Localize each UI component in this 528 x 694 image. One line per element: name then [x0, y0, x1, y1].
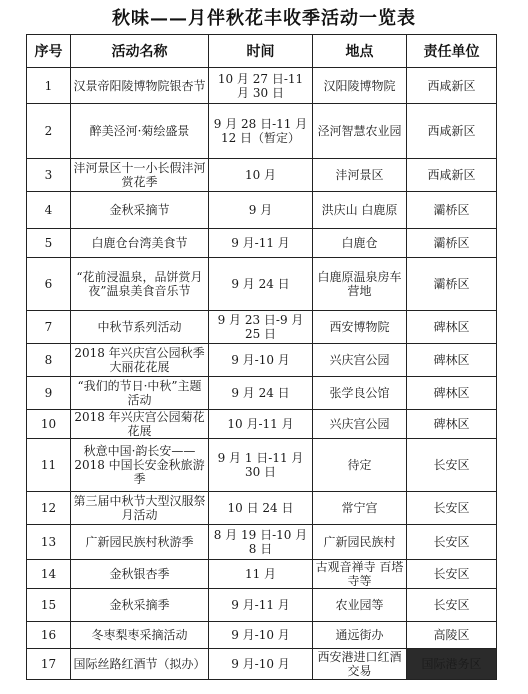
cell-unit: 碑林区	[407, 377, 497, 410]
cell-activity-name: 金秋采摘节	[71, 192, 209, 229]
table-row	[27, 525, 497, 560]
table-row	[27, 258, 497, 311]
cell-time: 11 月	[209, 560, 313, 589]
cell-seq: 14	[27, 560, 71, 589]
header-time: 时间	[209, 35, 313, 68]
cell-seq: 16	[27, 622, 71, 649]
table-row	[27, 104, 497, 159]
cell-time: 9 月 23 日-9 月 25 日	[209, 311, 313, 344]
cell-time: 9 月	[209, 192, 313, 229]
cell-unit: 西咸新区	[407, 68, 497, 104]
cell-seq: 12	[27, 492, 71, 525]
cell-time: 9 月 1 日-11 月 30 日	[209, 439, 313, 492]
cell-activity-name: 第三届中秋节大型汉服祭月活动	[71, 492, 209, 525]
cell-seq: 1	[27, 68, 71, 104]
cell-unit: 长安区	[407, 525, 497, 560]
cell-place: 沣河景区	[313, 159, 407, 192]
cell-seq: 15	[27, 589, 71, 622]
cell-place: 常宁宫	[313, 492, 407, 525]
cell-time: 9 月-11 月	[209, 229, 313, 258]
cell-place: 兴庆宫公园	[313, 410, 407, 439]
cell-activity-name: 汉景帝阳陵博物院银杏节	[71, 68, 209, 104]
table-header-row	[27, 35, 497, 68]
cell-time: 9 月-10 月	[209, 622, 313, 649]
table-row	[27, 311, 497, 344]
cell-activity-name: 秋意中国·韵长安——2018 中国长安金秋旅游季	[71, 439, 209, 492]
cell-activity-name: 2018 年兴庆宫公园秋季大丽花花展	[71, 344, 209, 377]
cell-unit: 碑林区	[407, 410, 497, 439]
cell-activity-name: 2018 年兴庆宫公园菊花花展	[71, 410, 209, 439]
table-row	[27, 589, 497, 622]
cell-time: 10 月	[209, 159, 313, 192]
table-row	[27, 410, 497, 439]
cell-seq: 8	[27, 344, 71, 377]
cell-unit: 国际港务区	[407, 649, 497, 680]
cell-unit: 碑林区	[407, 344, 497, 377]
cell-unit: 长安区	[407, 492, 497, 525]
cell-time: 10 月 27 日-11 月 30 日	[209, 68, 313, 104]
cell-place: 白鹿原温泉房车营地	[313, 258, 407, 311]
cell-seq: 10	[27, 410, 71, 439]
cell-unit: 灞桥区	[407, 192, 497, 229]
cell-time: 10 月-11 月	[209, 410, 313, 439]
cell-time: 9 月 24 日	[209, 377, 313, 410]
activity-table	[26, 34, 497, 680]
cell-time: 10 日 24 日	[209, 492, 313, 525]
cell-unit: 西咸新区	[407, 159, 497, 192]
table-row	[27, 492, 497, 525]
table-row	[27, 68, 497, 104]
cell-activity-name: “花前浸温泉，品饼赏月夜”温泉美食音乐节	[71, 258, 209, 311]
cell-activity-name: 金秋银杏季	[71, 560, 209, 589]
cell-place: 洪庆山 白鹿原	[313, 192, 407, 229]
table-row	[27, 649, 497, 680]
cell-time: 9 月-10 月	[209, 344, 313, 377]
cell-seq: 6	[27, 258, 71, 311]
cell-place: 张学良公馆	[313, 377, 407, 410]
table-row	[27, 622, 497, 649]
cell-place: 广新园民族村	[313, 525, 407, 560]
cell-seq: 5	[27, 229, 71, 258]
cell-time: 9 月 24 日	[209, 258, 313, 311]
cell-time: 9 月-10 月	[209, 649, 313, 680]
cell-activity-name: 沣河景区十一小长假沣河赏花季	[71, 159, 209, 192]
cell-activity-name: “我们的节日·中秋”主题活动	[71, 377, 209, 410]
cell-seq: 7	[27, 311, 71, 344]
table-row	[27, 560, 497, 589]
cell-seq: 4	[27, 192, 71, 229]
cell-unit: 灞桥区	[407, 229, 497, 258]
cell-activity-name: 金秋采摘季	[71, 589, 209, 622]
cell-activity-name: 广新园民族村秋游季	[71, 525, 209, 560]
table-row	[27, 192, 497, 229]
cell-activity-name: 国际丝路红酒节（拟办）	[71, 649, 209, 680]
cell-seq: 2	[27, 104, 71, 159]
header-seq: 序号	[27, 35, 71, 68]
cell-place: 西安博物院	[313, 311, 407, 344]
header-responsible-unit: 责任单位	[407, 35, 497, 68]
cell-seq: 17	[27, 649, 71, 680]
table-body	[27, 68, 497, 680]
cell-activity-name: 醉美泾河·菊绘盛景	[71, 104, 209, 159]
cell-seq: 9	[27, 377, 71, 410]
cell-unit: 碑林区	[407, 311, 497, 344]
table-row	[27, 229, 497, 258]
cell-place: 待定	[313, 439, 407, 492]
table-row	[27, 344, 497, 377]
cell-time: 8 月 19 日-10 月 8 日	[209, 525, 313, 560]
cell-place: 古观音禅寺 百塔寺等	[313, 560, 407, 589]
cell-unit: 长安区	[407, 439, 497, 492]
cell-place: 通远街办	[313, 622, 407, 649]
cell-unit: 高陵区	[407, 622, 497, 649]
cell-unit: 长安区	[407, 560, 497, 589]
cell-place: 泾河智慧农业园	[313, 104, 407, 159]
cell-place: 兴庆宫公园	[313, 344, 407, 377]
cell-seq: 13	[27, 525, 71, 560]
table-row	[27, 377, 497, 410]
table-row	[27, 159, 497, 192]
cell-seq: 3	[27, 159, 71, 192]
cell-place: 汉阳陵博物院	[313, 68, 407, 104]
cell-activity-name: 中秋节系列活动	[71, 311, 209, 344]
cell-time: 9 月-11 月	[209, 589, 313, 622]
cell-place: 农业园等	[313, 589, 407, 622]
cell-activity-name: 冬枣梨枣采摘活动	[71, 622, 209, 649]
cell-place: 白鹿仓	[313, 229, 407, 258]
cell-place: 西安港进口红酒交易	[313, 649, 407, 680]
cell-time: 9 月 28 日-11 月 12 日（暂定）	[209, 104, 313, 159]
cell-activity-name: 白鹿仓台湾美食节	[71, 229, 209, 258]
cell-unit: 西咸新区	[407, 104, 497, 159]
cell-seq: 11	[27, 439, 71, 492]
table-row	[27, 439, 497, 492]
header-activity-name: 活动名称	[71, 35, 209, 68]
cell-unit: 长安区	[407, 589, 497, 622]
header-place: 地点	[313, 35, 407, 68]
cell-unit: 灞桥区	[407, 258, 497, 311]
page-title: 秋味——月伴秋花丰收季活动一览表	[112, 8, 416, 29]
